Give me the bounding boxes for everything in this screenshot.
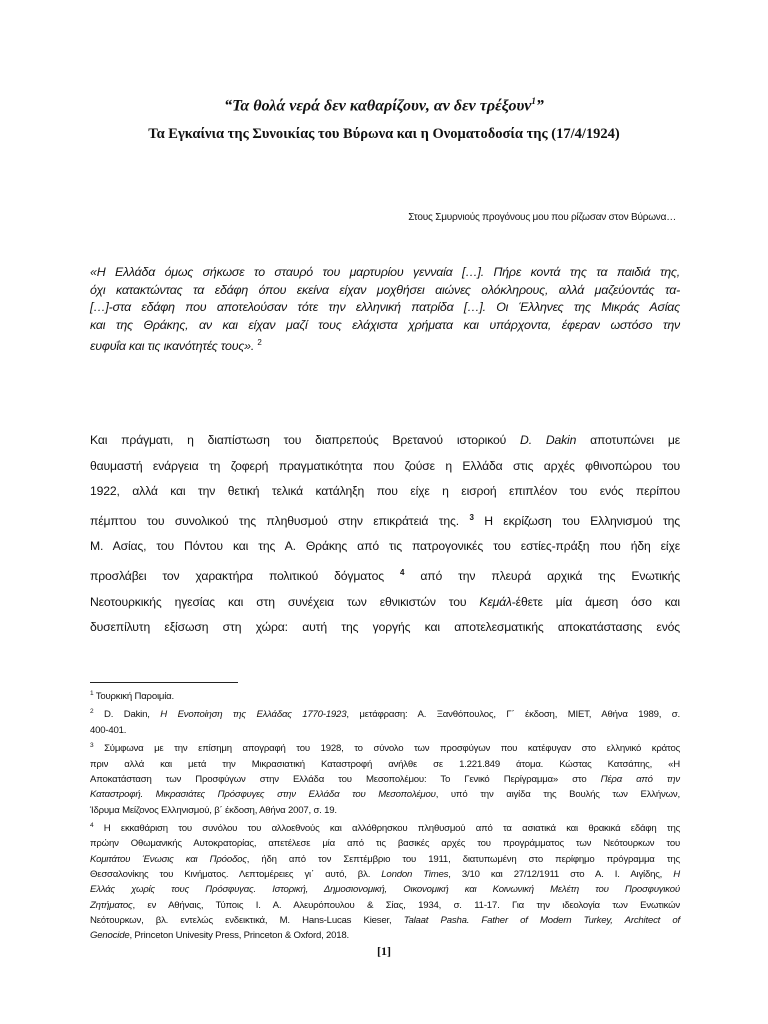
body-line xyxy=(90,560,680,590)
footnote-number: 2 xyxy=(90,708,94,716)
footnote-line xyxy=(90,913,680,928)
book-title: Genocide xyxy=(90,930,130,942)
book-title: Η xyxy=(673,869,681,881)
book-title: Ζητήματος xyxy=(90,899,133,911)
page-number: [1] xyxy=(377,944,391,958)
body-line xyxy=(90,590,680,616)
footnotes xyxy=(90,686,680,944)
body-text: αποτυπώνει με xyxy=(576,433,681,447)
footnote-text: Νεότουρκων, βλ. εντελώς ενδεικτικά, M. Hans-Lucas Kieser, xyxy=(90,914,404,926)
body-text: Και πράγματι, η διαπίστωση του διαπρεπούς Βρετανού ιστορικού xyxy=(90,433,521,447)
footnote-text: , 3/10 και 27/12/1911 στο Α. Ι. Αιγίδης, xyxy=(448,869,674,881)
body-footnote-ref[interactable]: 4 xyxy=(399,568,405,578)
footnote-line xyxy=(90,772,680,787)
footnote-number: 3 xyxy=(90,742,94,750)
footnote-text: , υπό την αιγίδα της Βουλής των Ελλήνων, xyxy=(435,789,680,801)
footnote-3 xyxy=(90,738,680,756)
footnote-number: 4 xyxy=(90,821,94,829)
body-text: πέμπτου του συνολικού της πληθυσμού στην επικράτειά της. xyxy=(90,513,460,528)
body-line xyxy=(90,505,680,535)
body-text: Η εκρίζωση του Ελληνισμού της xyxy=(473,513,680,528)
body-footnote-ref[interactable]: 3 xyxy=(469,512,474,522)
person-name: Κεμάλ xyxy=(479,594,512,609)
footnote-text: Η εκκαθάριση του συνόλου του αλλοεθνούς και αλλόθρησκου πληθυσμού από τα ασιατικά και θρακικά εδάφη της xyxy=(93,823,680,835)
footnote-line: πριν αλλά και μετά την Μικρασιατική Καταστροφή ανήλθε σε 1.221.849 άτομα. Κώστας Κατσάπης, «Η xyxy=(90,758,680,770)
title-text: “Τα θολά νερά δεν καθαρίζουν, αν δεν τρέξουν xyxy=(224,97,532,115)
footnote-text: , εν Αθήναις, Τύποις Ι. Α. Αλευρόπουλου & Σίας, 1934, σ. 11-17. Για την ιδεολογία των Ενωτικών xyxy=(132,899,680,911)
quote-line: όχι κατακτώντας τα εδάφη όπου εκείνα είχαν μοχθήσει αιώνες ολόκληρους, αλλά μαζεύοντάς τα- xyxy=(90,282,680,297)
footnote-text: , Princeton Univesity Press, Princeton & Oxford, 2018. xyxy=(129,930,350,942)
quote-line: και της Θράκης, αν και είχαν μαζί τους ελάχιστα χρήματα και υπάρχοντα, έφεραν ωστόσο την xyxy=(90,317,680,332)
footnote-line: πρώην Οθωμανικής Αυτοκρατορίας, απετέλεσε μία από τις βασικές αρχές του προγράμματος των Νεότουρκων του xyxy=(90,838,680,850)
footnote-line: Ίδρυμα Μείζονος Ελληνισμού, β΄ έκδοση, Αθήνα 2007, σ. 19. xyxy=(90,804,337,816)
footnote-1 xyxy=(90,686,680,704)
body-line: Μ. Ασίας, του Πόντου και της Α. Θράκης από τις πατρογονικές του εστίες-πράξη που ήδη είχε xyxy=(90,539,680,554)
newspaper-title: London Times xyxy=(381,869,449,881)
body-paragraph xyxy=(90,428,680,641)
footnote-line xyxy=(90,787,680,802)
quote-footnote-ref[interactable]: 2 xyxy=(257,338,262,347)
book-title: Πέρα από την xyxy=(600,774,680,786)
footnote-text: , ήδη από τον Σεπτέμβριο του 1911, διατυπωμένη στο περίφημο πρόγραμμα της xyxy=(246,853,680,865)
footnote-line xyxy=(90,928,680,943)
epigraph-quote xyxy=(90,264,680,356)
body-text: προσλάβει τον χαρακτήρα πολιτικού δόγματος xyxy=(90,569,384,584)
author-name: D. Dakin xyxy=(520,433,577,447)
organization-name: Κομιτάτου Ένωσις και Πρόοδος xyxy=(90,853,247,865)
dedication: Στους Σμυρνιούς προγόνους μου που ρίζωσαν στον Βύρωνα… xyxy=(408,212,676,223)
footnote-text: , μετάφραση: Α. Ξανθόπουλος, Γ΄ έκδοση, ΜΙΕΤ, Αθήνα 1989, σ. xyxy=(346,709,680,721)
body-line: δυσεπίλυτη εξίσωση στη χώρα: αυτή της γοργής και αποτελεσματικής αποκατάστασης ενός xyxy=(90,620,680,635)
body-line: 1922, αλλά και την θετική τελικά κατάληξη που είχε η εισροή επιπλέον του ενός περίπου xyxy=(90,484,680,499)
quote-line-text: ευφυΐα και τις ικανότητές τους». xyxy=(90,339,255,354)
book-title: Ελλάς χωρίς τους Πρόσφυγας. Ιστορική, Δημοσιονομική, Οικονομική και Κοινωνική Μελέτη του Προσφυγικού xyxy=(90,884,680,896)
body-line xyxy=(90,428,680,454)
quote-line: […]-στα εδάφη που αποτελούσαν τότε την ελληνική πατρίδα […]. Οι Έλληνες της Μικράς Ασίας xyxy=(90,300,680,314)
footnote-line xyxy=(90,882,680,897)
book-title: Talaat Pasha. Father of Modern Turkey, Architect of xyxy=(403,914,680,926)
footnote-text: Σύμφωνα με την επίσημη απογραφή του 1928, το σύνολο των προσφύγων που κατέφυγαν στο ελληνικό κράτος xyxy=(93,743,680,755)
book-title: Η Ενοποίηση της Ελλάδας 1770-1923 xyxy=(160,709,347,721)
quote-line: «Η Ελλάδα όμως σήκωσε το σταυρό του μαρτυρίου γενναία […]. Πήρε κοντά της τα παιδιά της, xyxy=(90,265,680,279)
footnote-2 xyxy=(90,704,680,722)
footnote-line xyxy=(90,867,680,882)
footnote-4 xyxy=(90,818,680,836)
footnote-separator xyxy=(90,682,238,683)
footnote-line xyxy=(90,898,680,913)
quote-line-last xyxy=(90,334,680,356)
footnote-text: Αποκατάσταση των Προσφύγων στην Ελλάδα του Μεσοπολέμου: Το Γενικό Περίγραμμα» στο xyxy=(90,774,601,786)
body-text: από την πλευρά αρχικά της Ενωτικής xyxy=(404,569,680,584)
footnote-text: Τουρκική Παροιμία. xyxy=(93,691,174,703)
footnote-text: D. Dakin, xyxy=(93,709,161,721)
footnote-text: Θεσσαλονίκης του Κινήματος. Λεπτομέρειες γι΄ αυτό, βλ. xyxy=(90,869,382,881)
footnote-number: 1 xyxy=(90,690,94,697)
title-footnote-ref[interactable]: 1 xyxy=(531,96,536,106)
book-title: Καταστροφή. Μικρασιάτες Πρόσφυγες στην Ελλάδα του Μεσοπολέμου xyxy=(90,789,436,801)
footnote-line xyxy=(90,852,680,867)
body-line: θαυμαστή ενάργεια τη ζοφερή πραγματικότητα που ζούσε η Ελλάδα στις αρχές φθινοπώρου του xyxy=(90,458,680,473)
footnote-line: 400-401. xyxy=(90,724,127,736)
title-close-quote: ” xyxy=(535,97,544,115)
article-subtitle: Τα Εγκαίνια της Συνοικίας του Βύρωνα και η Ονοματοδοσία της (17/4/1924) xyxy=(148,126,620,142)
body-text: -έθετε μία άμεση όσο και xyxy=(511,594,680,609)
article-title xyxy=(0,96,768,115)
body-text: Νεοτουρκικής ηγεσίας και στη συνέχεια των εθνικιστών του xyxy=(90,594,480,609)
